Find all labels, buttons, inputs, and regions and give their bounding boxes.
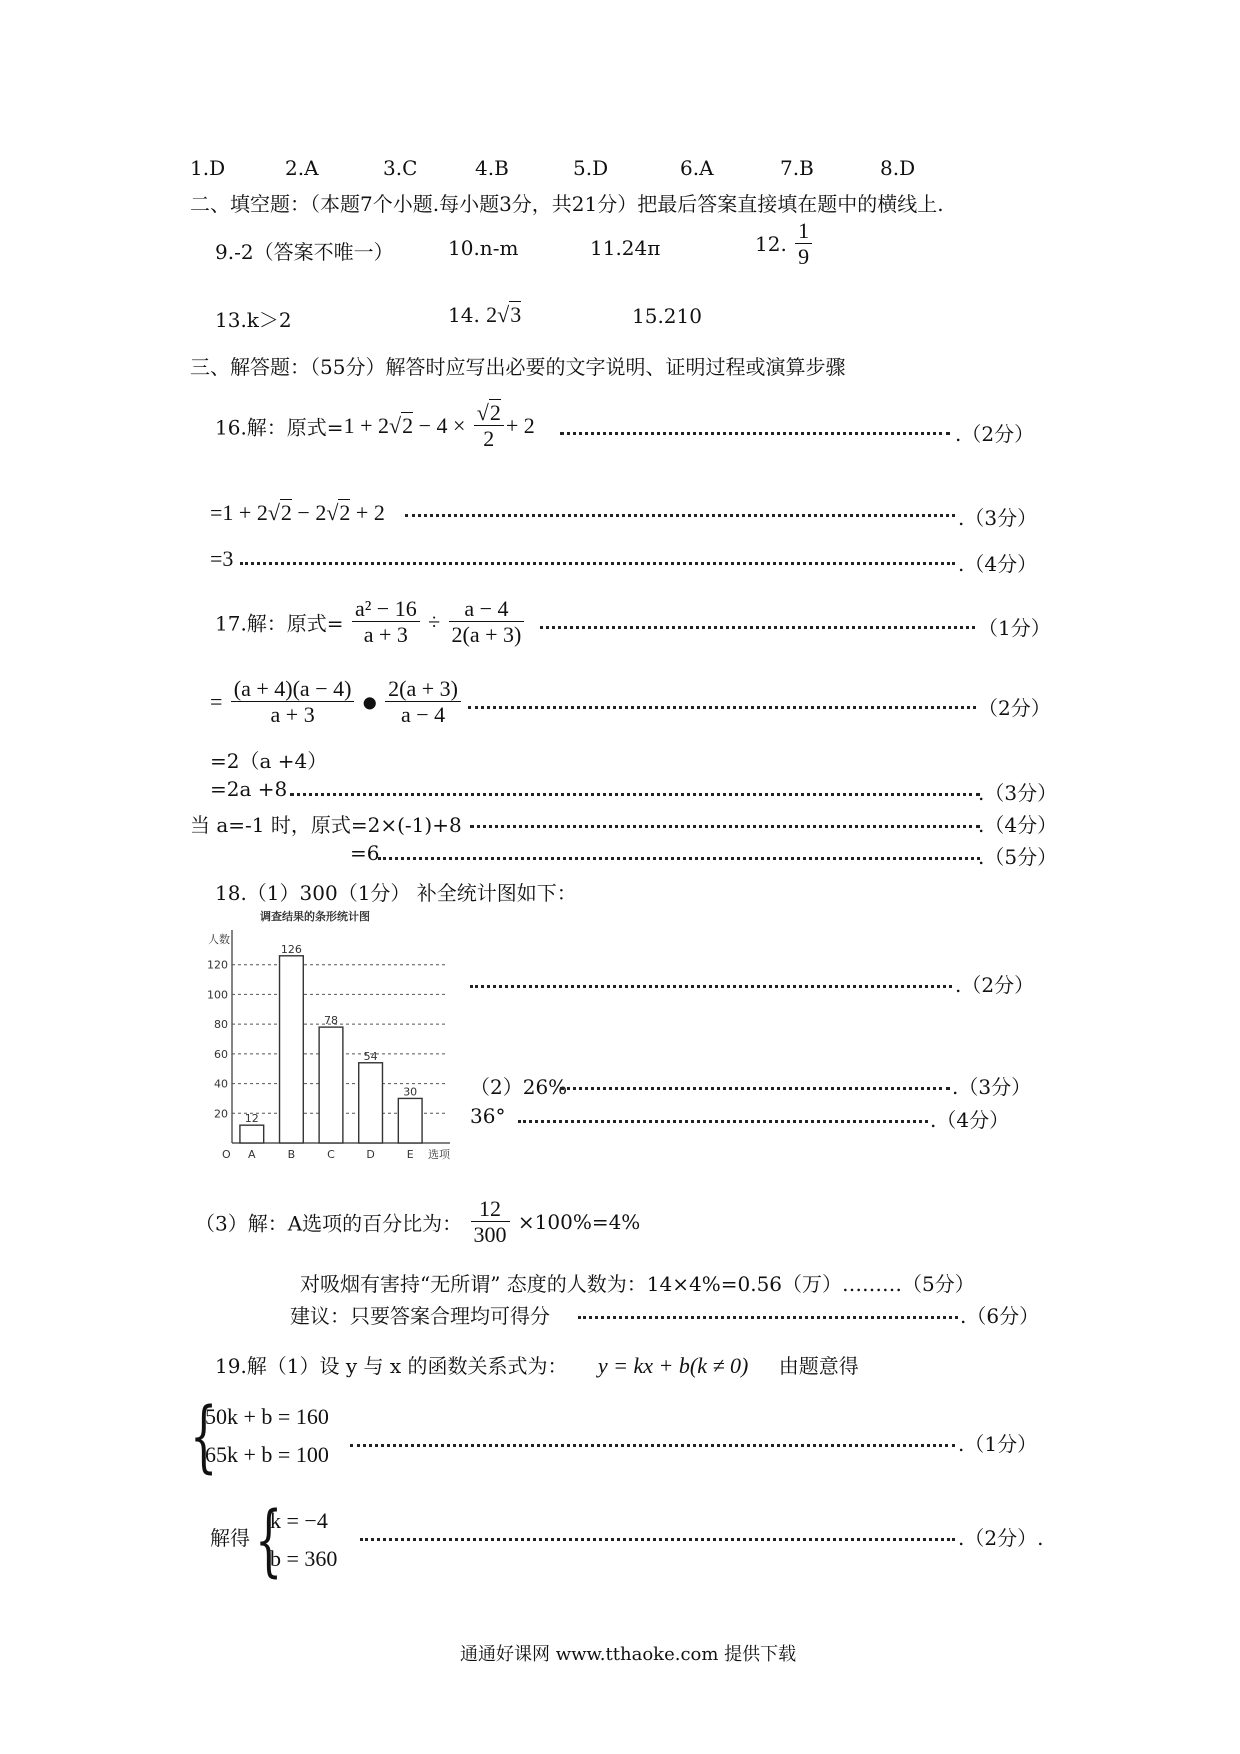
q16-line2: =1 + 2√2 − 2√2 + 2 [210, 500, 385, 525]
q16-line1: 16.解：原式=1 + 2√2 − 4 × $\frac{√2}{2}$ + 2 [215, 400, 535, 452]
denominator: a − 4 [400, 702, 446, 728]
footer: 通通好课网 www.tthaoke.com 提供下载 [460, 1644, 797, 1665]
expr: ×100%=4% [517, 1209, 641, 1234]
denominator: a + 3 [363, 622, 408, 648]
fill-q15: 15.210 [632, 304, 702, 328]
q17-line2 [210, 676, 463, 728]
bar [240, 1125, 264, 1143]
dot-leader [405, 514, 955, 517]
y-tick-label: 40 [214, 1077, 228, 1091]
expr: + 2 [350, 500, 385, 525]
equation: k = −4 [270, 1508, 328, 1533]
dot-leader [290, 793, 980, 796]
mc-answer: 1.D [190, 156, 226, 180]
numerator: a − 4 [449, 596, 525, 622]
dot-leader [540, 626, 975, 629]
fraction [795, 218, 812, 270]
data-label: 30 [403, 1085, 418, 1099]
mc-answer: 2.A [285, 156, 319, 180]
equation-system [205, 1398, 329, 1474]
radicand: 3 [510, 302, 522, 327]
fill-q13: 13.k＞2 [215, 308, 292, 332]
equation: b = 360 [270, 1546, 338, 1571]
data-label: 54 [363, 1049, 378, 1063]
y-axis-label: 人数 [208, 933, 230, 946]
radicand: 2 [339, 500, 351, 525]
coefficient: 2 [486, 302, 498, 327]
origin-label: O [222, 1148, 231, 1161]
score: .（5分） [978, 845, 1058, 869]
dot-leader [560, 1087, 950, 1090]
y-tick-label: 100 [207, 988, 228, 1002]
mc-answer: 4.B [475, 156, 509, 180]
score: .（1分） [958, 1432, 1038, 1456]
formula: y = kx + b(k ≠ 0) [597, 1353, 749, 1378]
expr: + 2 [505, 412, 535, 438]
dot-leader [240, 562, 955, 565]
denominator: 300 [473, 1222, 507, 1248]
bar [280, 956, 304, 1143]
dot-leader [578, 1316, 958, 1319]
bar-chart [200, 905, 460, 1165]
numerator: 12 [471, 1196, 510, 1222]
q17-label: 17.解：原式= [215, 611, 344, 636]
denominator: a + 3 [270, 702, 315, 728]
x-tick-label: D [366, 1148, 375, 1161]
y-tick-label: 60 [214, 1047, 228, 1061]
bar [398, 1098, 422, 1143]
q18-line1: 18.（1）300（1分） 补全统计图如下： [215, 881, 577, 905]
dot-leader [470, 825, 980, 828]
section3-title: 三、解答题：（55分）解答时应写出必要的文字说明、证明过程或演算步骤 [190, 355, 846, 379]
score: .（4分） [978, 813, 1058, 837]
x-tick-label: E [406, 1148, 414, 1161]
x-axis-label: 选项 [428, 1148, 450, 1161]
y-tick-label: 120 [207, 958, 228, 972]
denominator: 2(a + 3) [451, 622, 522, 648]
operator: = [210, 688, 223, 714]
solution-system [270, 1502, 337, 1578]
dot-leader [468, 706, 976, 709]
data-label: 78 [324, 1014, 338, 1028]
fraction [471, 1196, 510, 1248]
expr: =1 + 2 [210, 500, 268, 525]
y-tick-label: 80 [214, 1018, 228, 1032]
q17-line6: =6 [350, 841, 380, 865]
q18-advice: 建议：只要答案合理均可得分 [290, 1304, 550, 1328]
numerator: 1 [795, 218, 812, 244]
x-tick-label: B [287, 1148, 296, 1161]
section2-title: 二、填空题：（本题7个小题.每小题3分，共21分）把最后答案直接填在题中的横线上. [190, 192, 944, 216]
fill-q9: 9.-2（答案不唯一） [215, 240, 394, 264]
chart-title: 调查结果的条形统计图 [260, 910, 370, 923]
q19-tail: 由题意得 [778, 1354, 859, 1378]
q18-angle: 36° [470, 1104, 506, 1128]
fraction [385, 676, 461, 728]
radicand: 2 [280, 500, 292, 525]
mc-answer: 6.A [680, 156, 714, 180]
score: .（2分） [955, 422, 1035, 446]
q18-part3 [195, 1196, 640, 1248]
q16-label: 16.解：原式= [215, 415, 344, 440]
bar [359, 1063, 383, 1143]
expr: − 2 [291, 500, 327, 525]
fill-q11: 11.24π [590, 236, 661, 260]
denominator: 9 [798, 244, 810, 270]
fill-q12-label: 12. [755, 231, 787, 256]
radicand: 2 [402, 412, 414, 438]
numerator: a² − 16 [352, 596, 420, 622]
dot-leader [350, 1444, 955, 1447]
score: .（3分） [978, 781, 1058, 805]
data-label: 12 [244, 1112, 259, 1126]
operator: ÷ [428, 608, 441, 634]
q18-people: 对吸烟有害持“无所谓” 态度的人数为：14×4%=0.56（万）………（5分） [300, 1272, 975, 1296]
q18-part3-label: （3）解：A选项的百分比为： [195, 1211, 463, 1236]
score: .（4分） [958, 552, 1038, 576]
data-label: 126 [280, 942, 302, 956]
q17-line1 [215, 596, 526, 648]
numerator: (a + 4)(a − 4) [231, 676, 355, 702]
score: .（4分） [930, 1108, 1010, 1132]
score: （2分） [978, 696, 1051, 720]
score: .（3分） [952, 1075, 1032, 1099]
fill-q12 [755, 218, 814, 270]
denominator: 2 [483, 426, 495, 452]
numerator: 2(a + 3) [385, 676, 461, 702]
brace: { [255, 1496, 283, 1586]
fill-q10: 10.n-m [448, 236, 519, 260]
fraction [352, 596, 420, 648]
mc-answer: 7.B [780, 156, 814, 180]
q19-solve-label: 解得 [210, 1526, 250, 1550]
q17-line4: =2a +8 [210, 777, 288, 801]
operator: ● [362, 692, 377, 712]
q16-line3: =3 [210, 546, 234, 571]
radicand: 2 [489, 400, 501, 425]
q18-part2: （2）26% [470, 1075, 568, 1099]
score: （1分） [978, 616, 1051, 640]
expr: − 4 × [413, 412, 466, 438]
dot-leader [360, 1538, 955, 1541]
score: .（2分） [955, 973, 1035, 997]
fill-q14: 14. 2√3 [448, 302, 522, 327]
mc-answer: 3.C [383, 156, 418, 180]
fraction [449, 596, 525, 648]
equation: 65k + b = 100 [205, 1442, 329, 1467]
score: .（3分） [958, 506, 1038, 530]
x-tick-label: C [327, 1148, 335, 1161]
bar [319, 1027, 343, 1143]
brace: { [190, 1392, 218, 1482]
x-tick-label: A [248, 1148, 256, 1161]
expr: 1 + 2 [343, 412, 389, 438]
q17-line5: 当 a=-1 时，原式=2×(-1)+8 [190, 813, 462, 837]
q17-line3: =2（a +4） [210, 749, 328, 773]
dot-leader [518, 1120, 928, 1123]
score: .（6分） [960, 1304, 1040, 1328]
fill-q14-label: 14. [448, 303, 480, 327]
dot-leader [470, 985, 952, 988]
score: .（2分）. [958, 1526, 1044, 1550]
y-tick-label: 20 [214, 1107, 228, 1121]
fraction [231, 676, 355, 728]
mc-answer: 8.D [880, 156, 916, 180]
q19-text: 19.解（1）设 y 与 x 的函数关系式为： [215, 1354, 568, 1378]
q19-line1 [215, 1350, 859, 1379]
equation: 50k + b = 160 [205, 1404, 329, 1429]
dot-leader [378, 857, 980, 860]
dot-leader [560, 432, 950, 435]
mc-answer: 5.D [573, 156, 609, 180]
fraction: $\frac{√2}{2}$ [474, 400, 504, 452]
